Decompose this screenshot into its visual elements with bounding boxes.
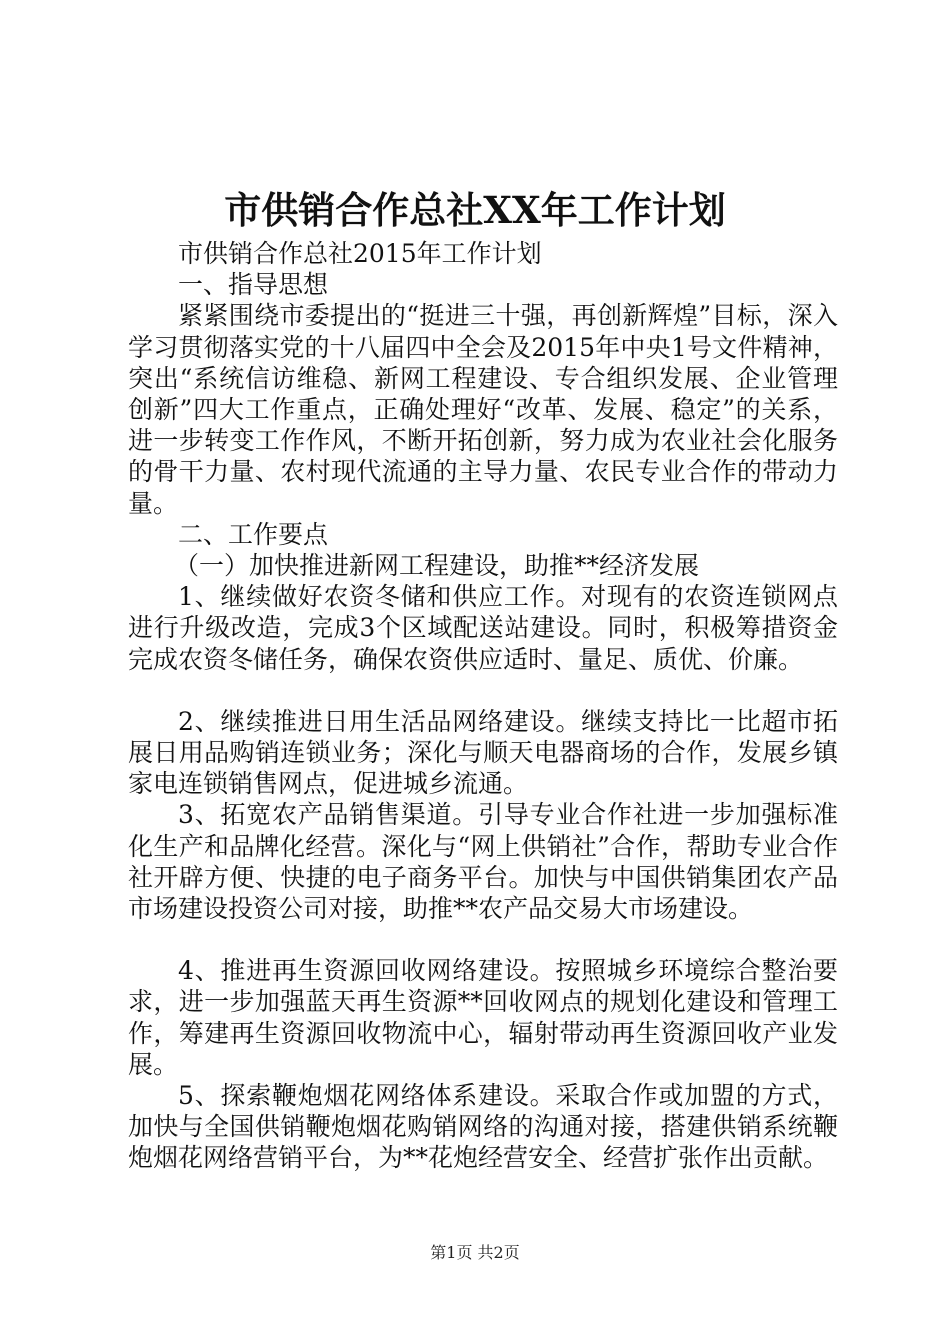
document-title: 市供销合作总社XX年工作计划	[224, 188, 726, 232]
subsection-heading-network-project: （一）加快推进新网工程建设，助推**经济发展	[174, 551, 700, 581]
paragraph-item-1: 1、继续做好农资冬储和供应工作。对现有的农资连锁网点进行升级改造，完成3个区域配送站建设。同时，积极筹措资金完成农资冬储任务，确保农资供应适时、量足、质优、价廉。	[128, 582, 838, 674]
paragraph-item-5: 5、探索鞭炮烟花网络体系建设。采取合作或加盟的方式，加快与全国供销鞭炮烟花购销网络的沟通对接，搭建供销系统鞭炮烟花网络营销平台，为**花炮经营安全、经营扩张作出贡献。	[128, 1081, 838, 1173]
section-heading-work-points: 二、工作要点	[178, 519, 329, 549]
document-body	[128, 238, 838, 1174]
page-footer: 第1页 共2页	[430, 1243, 520, 1262]
paragraph-item-2: 2、继续推进日用生活品网络建设。继续支持比一比超市拓展日用品购销连锁业务；深化与顺天电器商场的合作，发展乡镇家电连锁销售网点，促进城乡流通。	[128, 706, 838, 799]
paragraph-item-3: 3、拓宽农产品销售渠道。引导专业合作社进一步加强标准化生产和品牌化经营。深化与“网上供销社”合作，帮助专业合作社开辟方便、快捷的电子商务平台。加快与中国供销集团农产品市场建设投资公司对接，助推**农产品交易大市场建设。	[128, 800, 838, 924]
section-heading-guiding-ideology: 一、指导思想	[178, 270, 329, 300]
paragraph-subtitle: 市供销合作总社2015年工作计划	[178, 239, 542, 268]
paragraph-item-4: 4、推进再生资源回收网络建设。按照城乡环境综合整治要求，进一步加强蓝天再生资源**回收网点的规划化建设和管理工作，筹建再生资源回收物流中心，辐射带动再生资源回收产业发展。	[128, 956, 838, 1079]
paragraph-guiding-ideology: 紧紧围绕市委提出的“挺进三十强，再创新辉煌”目标，深入学习贯彻落实党的十八届四中全会及2015年中央1号文件精神，突出“系统信访维稳、新网工程建设、专合组织发展、企业管理创新”四大工作重点，正确处理好“改革、发展、稳定”的关系，进一步转变工作作风，不断开拓创新，努力成为农业社会化服务的骨干力量、农村现代流通的主导力量、农民专业合作的带动力量。	[128, 301, 838, 518]
